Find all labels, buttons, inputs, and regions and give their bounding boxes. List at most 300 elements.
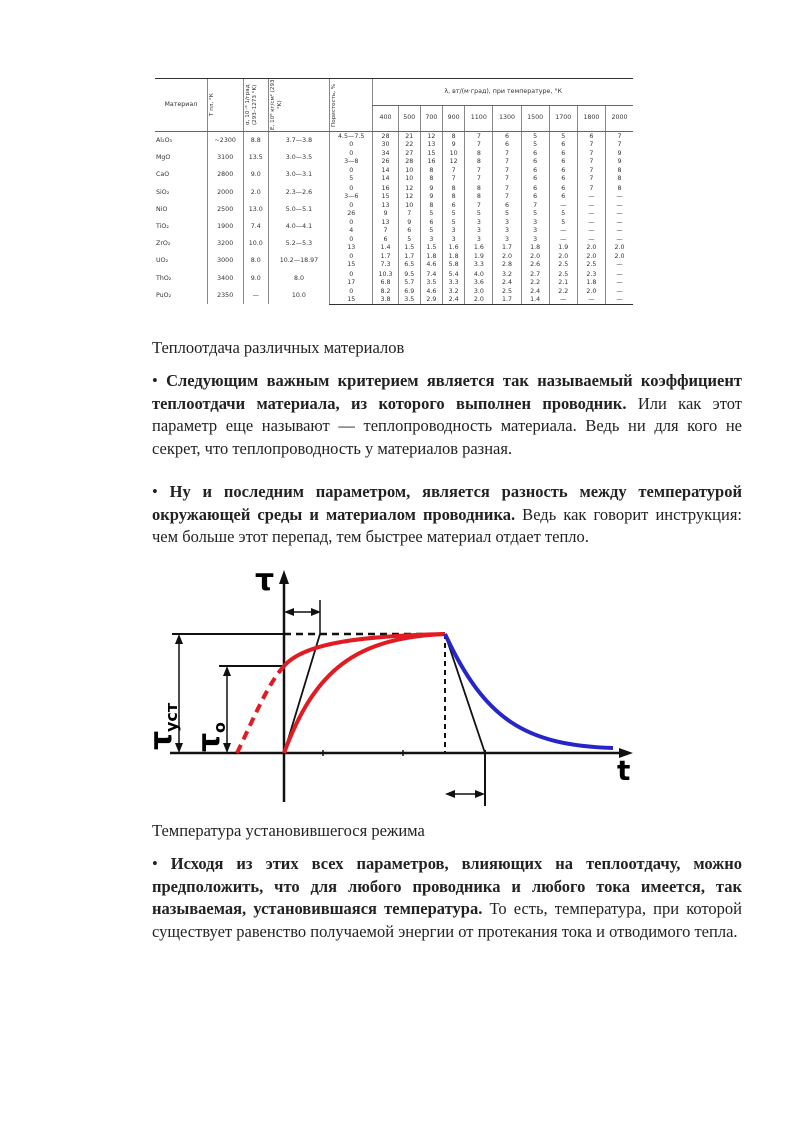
header-temp: 500 [398,105,420,132]
cell-lambda: 2.0 [549,252,577,261]
cell-lambda: 5 [443,210,465,218]
cell-lambda: 6 [549,141,577,149]
cell-lambda: 7 [577,158,605,166]
bullet: • [152,854,158,873]
cell-lambda: 3.5 [398,296,420,305]
header-temp: 900 [443,105,465,132]
paragraph-normal-text: Ведь как говорит инструкция: чем больше этот перепад, тем быстрее материал отдает тепло. [152,504,742,546]
cell-lambda: 1.9 [465,252,493,261]
cell-lambda: — [549,201,577,210]
paragraph-bold-text: Ну и последним параметром, является разность между температурой окружающей среды и материалом проводника. [152,482,742,524]
cell-lambda: 1.5 [420,244,442,252]
cell-lambda: 2.0 [577,252,605,261]
cell-lambda: — [549,227,577,235]
cell-material: ThO₂ [156,274,172,282]
cell-lambda: 3 [521,235,549,244]
cell-lambda: 5 [549,210,577,218]
cell-lambda: 22 [398,141,420,149]
cell-lambda: — [577,193,605,201]
header-lambda: λ, вт/(м·град), при температуре, °К [373,79,633,106]
table-row [155,287,633,296]
cell-lambda: 2.0 [493,252,521,261]
cell-lambda: 8 [443,132,465,142]
cell-lambda: 3.0 [465,287,493,296]
steady-state-temperature-graph [144,560,645,810]
table-row [155,235,633,244]
paragraph-normal-text: То есть, температура, при которой существует равенство получаемой энергии от протекания тока и отводимого тепла. [152,899,742,941]
cell-lambda: 10 [398,166,420,175]
cell-porosity: 26 [330,210,373,218]
bullet: • [152,482,158,501]
cell-lambda: 1.8 [521,244,549,252]
cell-lambda: 2.0 [577,244,605,252]
cell-lambda: — [577,296,605,305]
cell-lambda: 21 [398,132,420,142]
cell-lambda: 2.7 [521,270,549,279]
cell-lambda: — [605,218,633,227]
arrow-head [223,666,231,676]
paragraph-bold-text: Исходя из этих всех параметров, влияющих на теплоотдачу, можно предположить, что для любого проводника и любого тока имеется, так называемая, установившаяся температура. [152,854,742,918]
cell-lambda: — [577,218,605,227]
cell-porosity: 3—8 [330,158,373,166]
cell-lambda: 7.4 [420,270,442,279]
cell-lambda: 3 [443,227,465,235]
header-alpha [243,79,268,132]
header-temp: 1500 [521,105,549,132]
cell-lambda: 1.7 [493,296,521,305]
cell-porosity: 0 [330,149,373,158]
tau-0-label [192,722,229,752]
cell-lambda: 8 [443,193,465,201]
cell-lambda: 2.0 [521,252,549,261]
cell-lambda: 2.5 [577,261,605,269]
header-material: Материал [155,79,207,132]
cell-lambda: 2.4 [443,296,465,305]
cell-lambda: — [577,210,605,218]
cell-lambda: 2.4 [521,287,549,296]
cell-lambda: 6 [521,158,549,166]
cell-lambda: 6 [373,235,398,244]
cell-lambda: 8 [465,193,493,201]
cell-e: 3.7—3.8 [268,132,329,150]
cell-lambda: 5 [521,141,549,149]
cell-lambda: 8.2 [373,287,398,296]
table-row [155,270,633,279]
cell-lambda: 27 [398,149,420,158]
cell-lambda: 6 [443,201,465,210]
cell-lambda: 1.5 [398,244,420,252]
cell-material: PuO₂ [156,291,172,299]
materials-table-image [155,78,633,328]
cell-lambda: 2.6 [521,261,549,269]
cell-t-melt: 1900 [207,218,243,235]
cell-material: CaO [156,171,170,179]
cell-material: SiO₂ [156,188,170,196]
cell-lambda: 5 [398,235,420,244]
cell-lambda: 8 [420,175,442,183]
cell-alpha: — [243,287,268,305]
tau-0-symbol: τ [192,732,227,752]
cell-lambda: 9 [398,218,420,227]
cell-lambda: 6 [420,218,442,227]
cell-lambda: 12 [420,132,442,142]
table-row [155,201,633,210]
table-row [155,132,633,142]
table-row [155,218,633,227]
cell-alpha: 9.0 [243,270,268,287]
cell-lambda: 1.7 [398,252,420,261]
cell-lambda: 2.4 [493,279,521,287]
cell-lambda: 2.5 [549,261,577,269]
cell-lambda: 1.7 [373,252,398,261]
cell-lambda: 16 [373,184,398,193]
table-row [155,184,633,193]
cell-lambda: 4.0 [465,270,493,279]
cell-lambda: 8 [605,175,633,183]
cell-lambda: — [577,235,605,244]
cell-lambda: 6 [549,175,577,183]
cell-lambda: 5 [443,218,465,227]
graph-caption: Температура установившегося режима [152,821,425,840]
cell-e: 10.0 [268,287,329,305]
cell-e: 2.3—2.6 [268,184,329,201]
cooling-curve [445,634,613,748]
cell-lambda: 7 [577,166,605,175]
cell-lambda: 8 [443,184,465,193]
cell-porosity: 0 [330,252,373,261]
cell-lambda: 7 [465,175,493,183]
cell-lambda: — [605,287,633,296]
cell-lambda: 2.0 [605,244,633,252]
cell-lambda: 5 [521,210,549,218]
cell-lambda: 7 [465,201,493,210]
cell-lambda: 3 [465,218,493,227]
cell-lambda: 6 [398,227,420,235]
cell-lambda: 6 [521,184,549,193]
cell-lambda: 7 [577,175,605,183]
materials-table [155,78,633,305]
arrow-head [475,790,485,798]
cell-lambda: 9 [605,149,633,158]
cell-lambda: 6 [549,149,577,158]
cell-t-melt: 3200 [207,235,243,252]
paragraph-temperature-difference [152,481,742,549]
header-porosity [330,79,373,132]
cell-lambda: 14 [373,166,398,175]
cell-lambda: 1.6 [465,244,493,252]
x-axis-label: t [617,754,631,787]
cell-lambda: 7 [605,132,633,142]
cell-alpha: 7.4 [243,218,268,235]
cell-lambda: — [549,296,577,305]
cell-lambda: 1.8 [577,279,605,287]
paragraph-bold-text: Следующим важным критерием является так называемый коэффициент теплоотдачи материала, из которого выполнен проводник. [152,371,742,413]
cell-lambda: 6 [493,201,521,210]
cell-lambda: — [577,227,605,235]
cell-lambda: 5.8 [443,261,465,269]
cell-porosity: 3—6 [330,193,373,201]
cell-lambda: 7 [493,149,521,158]
cell-lambda: 7 [493,158,521,166]
cell-lambda: — [605,261,633,269]
cell-lambda: 6 [521,149,549,158]
cell-t-melt: 2500 [207,201,243,218]
cell-t-melt: 3000 [207,252,243,269]
cell-lambda: 3.2 [443,287,465,296]
cell-lambda: 3 [493,235,521,244]
cell-lambda: 6 [549,166,577,175]
cell-e: 5.2—5.3 [268,235,329,252]
cell-porosity: 0 [330,218,373,227]
cell-lambda: 6 [521,193,549,201]
cell-alpha: 13.0 [243,201,268,218]
cell-lambda: — [605,279,633,287]
cell-lambda: 15 [373,193,398,201]
cell-lambda: 6 [549,158,577,166]
table-row [155,149,633,158]
cell-lambda: 9 [605,158,633,166]
cell-lambda: 7 [443,166,465,175]
cell-lambda: 2.8 [493,261,521,269]
cell-lambda: 7 [493,166,521,175]
cell-lambda: 1.4 [373,244,398,252]
cell-lambda: 12 [398,193,420,201]
cell-t-melt: 3100 [207,149,243,166]
cell-lambda: 9 [420,184,442,193]
cell-alpha: 10.0 [243,235,268,252]
cell-material: NiO [156,205,168,213]
header-t_melt [207,79,243,132]
cell-alpha: 8.0 [243,252,268,269]
cell-material: Al₂O₃ [156,137,173,145]
cell-lambda: 7 [443,175,465,183]
cell-lambda: 6 [493,132,521,142]
tau-ust-label [144,702,181,750]
cell-lambda: 3.2 [493,270,521,279]
cell-porosity: 0 [330,270,373,279]
cell-lambda: 7 [605,141,633,149]
header-e-text: E, 10⁶ кг/см² (293 °K) [269,79,283,131]
cell-lambda: 6 [493,141,521,149]
cell-t-melt: 2800 [207,166,243,183]
cell-lambda: 3.3 [465,261,493,269]
header-temp: 1100 [465,105,493,132]
cell-lambda: 9 [420,193,442,201]
arrow-head [284,608,294,616]
cell-lambda: 10 [443,149,465,158]
cell-lambda: 5 [420,227,442,235]
cell-lambda: 5 [549,218,577,227]
cell-lambda: — [605,193,633,201]
cell-lambda: — [549,235,577,244]
cell-lambda: — [605,296,633,305]
cell-lambda: 1.7 [493,244,521,252]
cell-lambda: — [605,270,633,279]
cell-porosity: 0 [330,184,373,193]
cell-lambda: 2.5 [493,287,521,296]
cell-lambda: 6 [577,132,605,142]
header-temp: 1800 [577,105,605,132]
tau-ust-subscript: уст [162,702,181,732]
header-alpha-text: α, 10⁻⁶ 1/град (293–1273 °K) [244,84,258,126]
cell-e: 5.0—5.1 [268,201,329,218]
cell-lambda: 26 [373,158,398,166]
cell-material: TiO₂ [156,222,169,230]
cell-lambda: 7 [493,184,521,193]
cell-t-melt: 2000 [207,184,243,201]
cell-lambda: 5.7 [398,279,420,287]
cell-lambda: 8 [420,201,442,210]
cell-lambda: 7 [577,141,605,149]
cell-lambda: 3.5 [420,279,442,287]
cell-lambda: 3 [465,235,493,244]
cell-lambda: 7 [493,175,521,183]
cell-lambda: 2.0 [465,296,493,305]
cell-lambda: 10 [398,201,420,210]
cell-alpha: 9.0 [243,166,268,183]
cell-lambda: 1.4 [521,296,549,305]
cell-lambda: 7 [373,227,398,235]
cell-lambda: 3.8 [373,296,398,305]
cell-lambda: 28 [398,158,420,166]
header-temp: 400 [373,105,398,132]
cell-lambda: — [605,227,633,235]
cell-porosity: 13 [330,244,373,252]
cell-lambda: 7 [465,141,493,149]
cell-lambda: 14 [373,175,398,183]
cell-lambda: 8 [605,184,633,193]
cell-lambda: — [605,235,633,244]
cell-lambda: 2.5 [549,270,577,279]
tau-0-subscript: o [210,722,229,733]
cell-lambda: 7.3 [373,261,398,269]
cell-lambda: 7 [577,149,605,158]
cell-lambda: 5 [549,132,577,142]
cell-lambda: — [605,201,633,210]
cell-lambda: 3 [493,218,521,227]
cell-e: 10.2—18.97 [268,252,329,269]
cell-lambda: 3.3 [443,279,465,287]
cell-lambda: 6 [521,175,549,183]
cell-lambda: — [577,201,605,210]
cell-lambda: 16 [420,158,442,166]
cell-lambda: 5 [465,210,493,218]
cell-lambda: 1.8 [443,252,465,261]
y-axis-label: τ [255,563,275,598]
cell-lambda: 10 [398,175,420,183]
bullet: • [152,371,158,390]
cell-material: UO₂ [156,257,169,265]
cell-lambda: 6.8 [373,279,398,287]
cell-lambda: 8 [465,184,493,193]
header-e [268,79,329,132]
cell-lambda: 9.5 [398,270,420,279]
cell-lambda: 6 [549,184,577,193]
header-temp: 700 [420,105,442,132]
cell-porosity: 17 [330,279,373,287]
cell-lambda: 5 [521,132,549,142]
cell-lambda: 1.6 [443,244,465,252]
cell-lambda: 9 [443,141,465,149]
header-temp: 1300 [493,105,521,132]
cell-lambda: 5 [420,210,442,218]
header-porosity-text: Пористость, % [331,83,338,127]
cell-lambda: 6.9 [398,287,420,296]
cell-material: ZrO₂ [156,240,171,248]
cell-lambda: 12 [443,158,465,166]
cell-lambda: 15 [420,149,442,158]
cell-lambda: 4.6 [420,261,442,269]
cell-lambda: 3 [521,218,549,227]
cell-lambda: 30 [373,141,398,149]
cell-lambda: 7 [398,210,420,218]
cell-lambda: 1.9 [549,244,577,252]
cell-lambda: 3 [521,227,549,235]
cell-lambda: 7 [493,193,521,201]
cell-lambda: 6.5 [398,261,420,269]
cell-lambda: 2.0 [605,252,633,261]
cell-lambda: 3 [443,235,465,244]
cell-t-melt: 2350 [207,287,243,305]
header-temp: 1700 [549,105,577,132]
cell-porosity: 0 [330,201,373,210]
cell-lambda: 2.2 [521,279,549,287]
cell-lambda: 8 [605,166,633,175]
cell-lambda: 8 [420,166,442,175]
cell-alpha: 8.8 [243,132,268,150]
paragraph-heat-transfer-coefficient [152,370,742,460]
cell-porosity: 0 [330,235,373,244]
cell-lambda: 7 [521,201,549,210]
cell-lambda: 1.8 [420,252,442,261]
arrow-head [175,634,183,644]
cell-lambda: 12 [398,184,420,193]
cell-e: 8.0 [268,270,329,287]
cell-e: 4.0—4.1 [268,218,329,235]
cell-e: 3.0—3.1 [268,166,329,183]
cell-lambda: 13 [420,141,442,149]
cell-t-melt: 3400 [207,270,243,287]
cell-porosity: 0 [330,141,373,149]
cell-lambda: 3.6 [465,279,493,287]
cell-lambda: 13 [373,201,398,210]
paragraph-normal-text: Или как этот параметр еще называют — теплопроводность материала. Ведь ни для кого не секрет, что теплопроводность у материалов разная. [152,393,742,458]
cell-lambda: 8 [465,158,493,166]
cell-alpha: 2.0 [243,184,268,201]
cell-lambda: 6 [549,193,577,201]
cell-lambda: 28 [373,132,398,142]
cell-lambda: 3 [493,227,521,235]
cell-lambda: 4.6 [420,287,442,296]
cell-lambda: 7 [465,132,493,142]
header-temp: 2000 [605,105,633,132]
cell-porosity: 0 [330,166,373,175]
arrow-head [445,790,455,798]
cell-lambda: 2.2 [549,287,577,296]
table-row [155,166,633,175]
cell-lambda: 5 [493,210,521,218]
paragraph-steady-temperature [152,853,742,943]
cell-lambda: 13 [373,218,398,227]
cell-lambda: 3 [420,235,442,244]
cell-lambda: 7 [465,166,493,175]
cell-lambda: 2.9 [420,296,442,305]
table-caption: Теплоотдача различных материалов [152,338,405,357]
cell-lambda: 10.3 [373,270,398,279]
tau-ust-symbol: τ [144,730,179,750]
cell-t-melt: ~2300 [207,132,243,150]
cell-lambda: 3 [465,227,493,235]
